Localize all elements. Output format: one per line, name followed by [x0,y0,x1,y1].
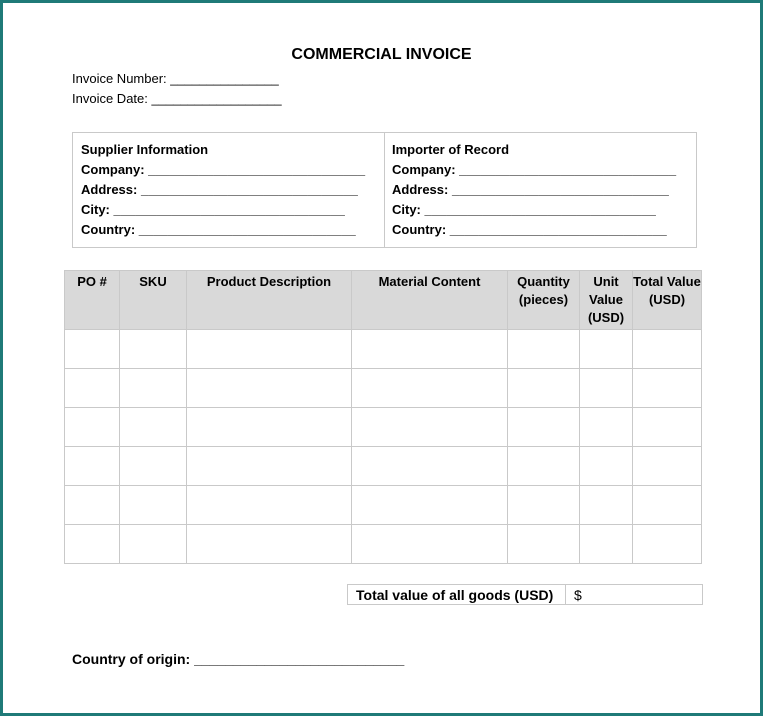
table-cell[interactable] [65,525,120,564]
table-cell[interactable] [633,447,702,486]
header-unit-value: Unit Value (USD) [580,271,633,330]
total-value-box [347,584,703,605]
header-po-number: PO # [65,271,120,330]
importer-address-field[interactable]: Address: ______________________________ [392,182,669,197]
line-items-table [64,270,702,564]
table-cell[interactable] [187,408,352,447]
party-information-box [72,132,697,248]
table-row [65,486,702,525]
table-cell[interactable] [508,369,580,408]
header-quantity: Quantity (pieces) [508,271,580,330]
table-cell[interactable] [508,330,580,369]
table-cell[interactable] [352,525,508,564]
table-cell[interactable] [352,369,508,408]
table-row [65,330,702,369]
invoice-title: COMMERCIAL INVOICE [291,46,472,63]
table-cell[interactable] [352,408,508,447]
country-of-origin-field[interactable]: Country of origin: ___________________________ [72,651,405,667]
table-cell[interactable] [65,330,120,369]
header-material-content: Material Content [352,271,508,330]
table-cell[interactable] [187,330,352,369]
table-cell[interactable] [120,486,187,525]
table-cell[interactable] [508,408,580,447]
importer-company-field[interactable]: Company: ______________________________ [392,162,677,177]
header-sku: SKU [120,271,187,330]
table-cell[interactable] [580,408,633,447]
importer-section [392,142,676,242]
table-cell[interactable] [580,525,633,564]
total-divider [565,585,566,604]
importer-city-field[interactable]: City: ________________________________ [392,202,656,217]
table-cell[interactable] [187,447,352,486]
supplier-section [81,142,365,242]
table-cell[interactable] [65,408,120,447]
table-cell[interactable] [580,447,633,486]
table-cell[interactable] [633,525,702,564]
table-cell[interactable] [580,369,633,408]
table-cell[interactable] [580,486,633,525]
table-cell[interactable] [508,447,580,486]
table-body [65,330,702,564]
table-cell[interactable] [65,369,120,408]
table-cell[interactable] [633,330,702,369]
total-value-field[interactable]: $ [574,587,582,603]
invoice-date-field[interactable]: Invoice Date: __________________ [72,91,282,106]
table-cell[interactable] [633,369,702,408]
table-cell[interactable] [65,486,120,525]
header-total-value: Total Value (USD) [633,271,702,330]
table-cell[interactable] [352,486,508,525]
table-cell[interactable] [352,330,508,369]
table-header-row [65,271,702,330]
table-cell[interactable] [508,525,580,564]
supplier-heading: Supplier Information [81,142,209,157]
importer-country-field[interactable]: Country: ______________________________ [392,222,667,237]
supplier-address-field[interactable]: Address: ______________________________ [81,182,358,197]
table-row [65,447,702,486]
table-cell[interactable] [633,408,702,447]
header-product-description: Product Description [187,271,352,330]
total-value-label: Total value of all goods (USD) [356,587,554,603]
importer-heading: Importer of Record [392,142,510,157]
table-row [65,525,702,564]
table-cell[interactable] [120,369,187,408]
table-row [65,369,702,408]
supplier-city-field[interactable]: City: ________________________________ [81,202,345,217]
table-cell[interactable] [120,330,187,369]
supplier-country-field[interactable]: Country: ______________________________ [81,222,356,237]
table-cell[interactable] [508,486,580,525]
table-cell[interactable] [580,330,633,369]
table-cell[interactable] [120,525,187,564]
invoice-number-field[interactable]: Invoice Number: _______________ [72,71,279,86]
table-cell[interactable] [65,447,120,486]
table-cell[interactable] [187,486,352,525]
table-cell[interactable] [120,447,187,486]
table-cell[interactable] [187,525,352,564]
table-cell[interactable] [187,369,352,408]
party-divider [384,133,385,247]
table-row [65,408,702,447]
supplier-company-field[interactable]: Company: ______________________________ [81,162,366,177]
table-cell[interactable] [120,408,187,447]
table-cell[interactable] [633,486,702,525]
table-cell[interactable] [352,447,508,486]
